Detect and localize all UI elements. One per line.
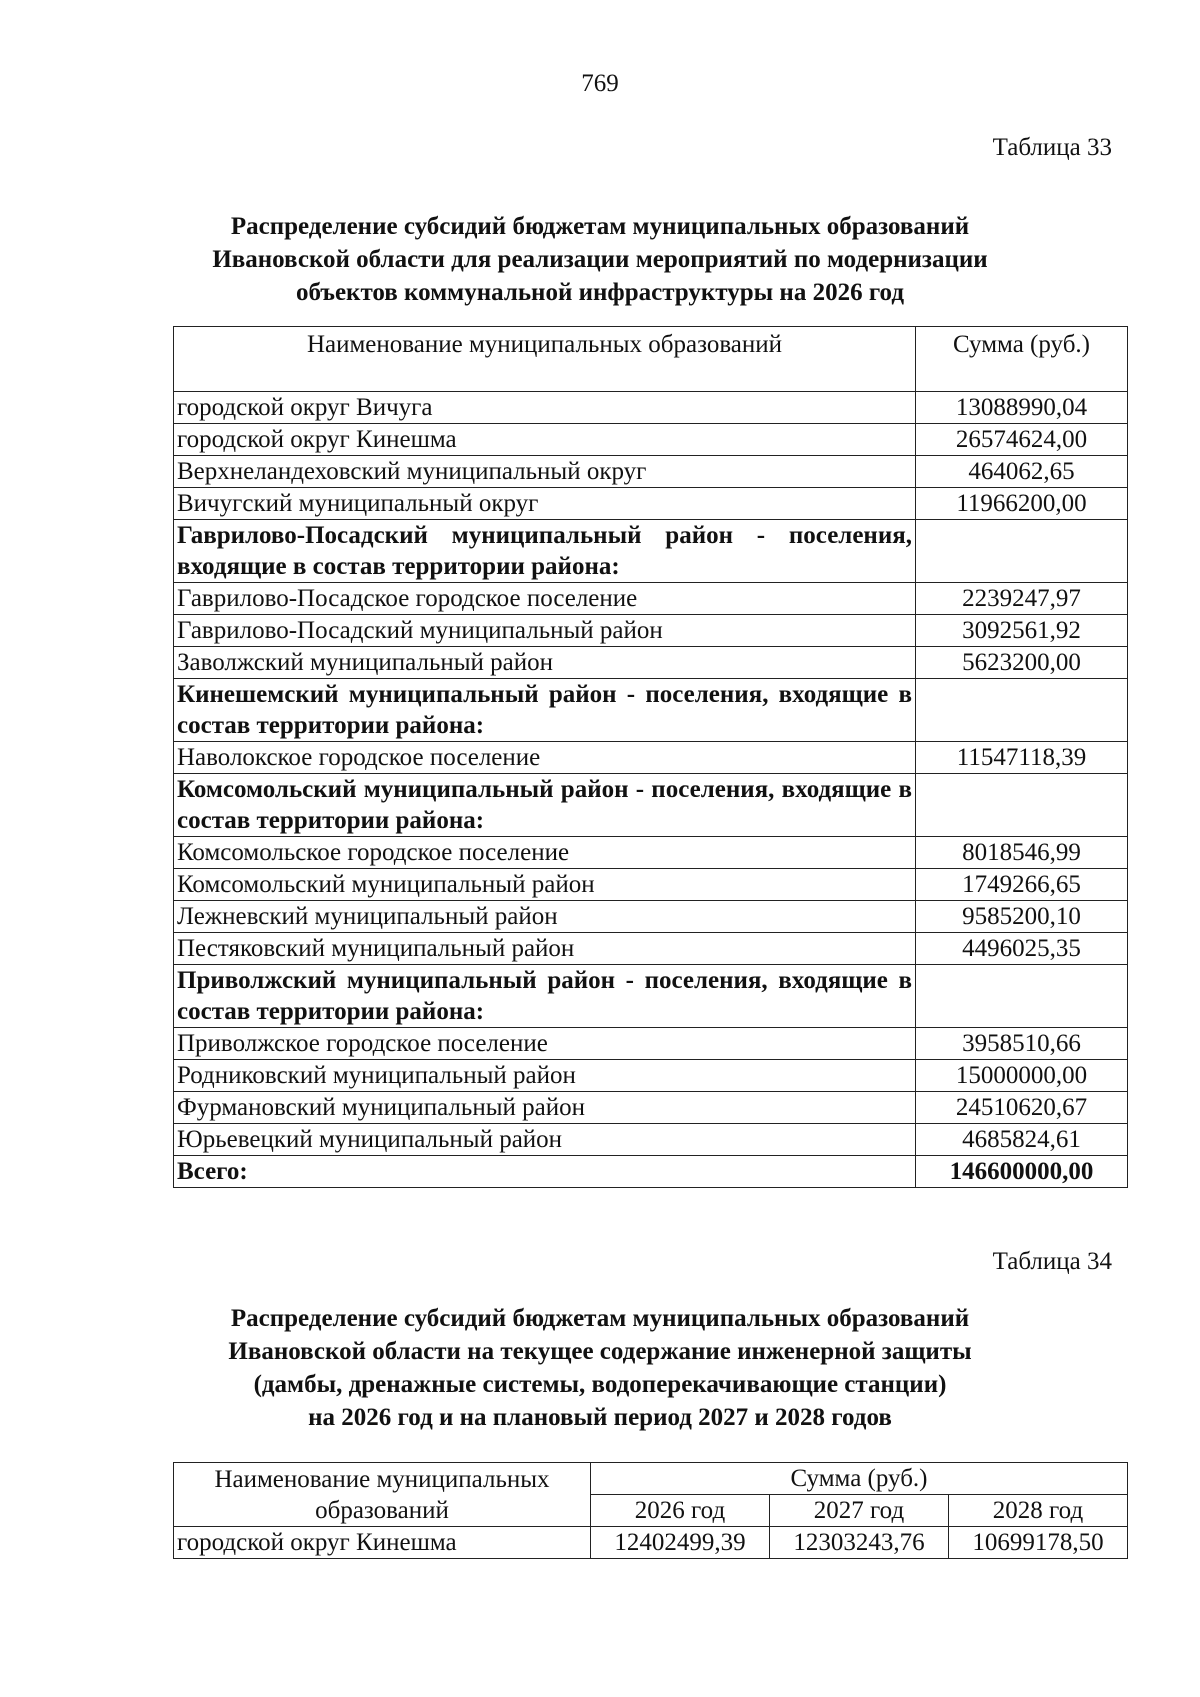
table-row (174, 615, 1128, 647)
subsidy-amount: 4496025,35 (916, 933, 1128, 965)
municipality-name: Гаврилово-Посадское городское поселение (174, 583, 916, 615)
municipality-name: городской округ Кинешма (174, 424, 916, 456)
table-body (174, 1527, 1128, 1559)
subsidy-amount: 4685824,61 (916, 1124, 1128, 1156)
subsidy-amount: 2239247,97 (916, 583, 1128, 615)
table-row (174, 933, 1128, 965)
table-row (174, 520, 1128, 583)
table-row (174, 1527, 1128, 1559)
table-row (174, 679, 1128, 742)
page-number: 769 (581, 70, 619, 97)
subsidy-amount: 11966200,00 (916, 488, 1128, 520)
column-header-year: 2027 год (770, 1495, 949, 1527)
subsidy-amount (916, 774, 1128, 837)
subsidy-amount: 24510620,67 (916, 1092, 1128, 1124)
table-row (174, 1092, 1128, 1124)
subsidy-amount: 3958510,66 (916, 1028, 1128, 1060)
municipality-name: Юрьевецкий муниципальный район (174, 1124, 916, 1156)
table-row (174, 1060, 1128, 1092)
title-line: Ивановской области на текущее содержание инженерной защиты (228, 1338, 972, 1365)
municipality-name: Гаврилово-Посадский муниципальный район - поселения, входящие в состав территории района: (174, 520, 916, 583)
municipality-name: Заволжский муниципальный район (174, 647, 916, 679)
subsidy-amount: 8018546,99 (916, 837, 1128, 869)
title-line: Распределение субсидий бюджетам муниципальных образований (230, 213, 970, 240)
subsidy-amount (916, 520, 1128, 583)
subsidy-amount: 26574624,00 (916, 424, 1128, 456)
municipality-name: городской округ Вичуга (174, 392, 916, 424)
subsidy-table-34 (173, 1462, 1128, 1559)
municipality-name: Вичугский муниципальный округ (174, 488, 916, 520)
table-row (174, 583, 1128, 615)
subsidy-amount: 12303243,76 (770, 1527, 949, 1559)
table-row (174, 1124, 1128, 1156)
table-row (174, 456, 1128, 488)
municipality-name: Приволжское городское поселение (174, 1028, 916, 1060)
subsidy-amount (916, 679, 1128, 742)
table-row (174, 392, 1128, 424)
column-header-name: Наименование муниципальных образований (174, 327, 916, 392)
municipality-name: Пестяковский муниципальный район (174, 933, 916, 965)
table-34-title (150, 1302, 1050, 1434)
municipality-name: Кинешемский муниципальный район - поселения, входящие в состав территории района: (174, 679, 916, 742)
table-header-row (174, 327, 1128, 392)
total-row (174, 1156, 1128, 1188)
municipality-name: Комсомольский муниципальный район - поселения, входящие в состав территории района: (174, 774, 916, 837)
total-amount: 146600000,00 (916, 1156, 1128, 1188)
municipality-name: Фурмановский муниципальный район (174, 1092, 916, 1124)
table-row (174, 488, 1128, 520)
municipality-name: Родниковский муниципальный район (174, 1060, 916, 1092)
subsidy-amount: 12402499,39 (591, 1527, 770, 1559)
table-body (174, 392, 1128, 1188)
title-line: на 2026 год и на плановый период 2027 и 2028 годов (308, 1404, 892, 1431)
column-header-year: 2028 год (949, 1495, 1128, 1527)
table-row (174, 1028, 1128, 1060)
subsidy-amount (916, 965, 1128, 1028)
title-line: объектов коммунальной инфраструктуры на 2026 год (296, 279, 904, 306)
municipality-name: Наволокское городское поселение (174, 742, 916, 774)
subsidy-amount: 11547118,39 (916, 742, 1128, 774)
table-row (174, 774, 1128, 837)
subsidy-amount: 3092561,92 (916, 615, 1128, 647)
column-header-name: Наименование муниципальных образований (174, 1463, 591, 1527)
title-line: (дамбы, дренажные системы, водоперекачивающие станции) (253, 1371, 947, 1398)
column-header-year: 2026 год (591, 1495, 770, 1527)
table-row (174, 869, 1128, 901)
table-row (174, 965, 1128, 1028)
title-line: Распределение субсидий бюджетам муниципальных образований (230, 1305, 970, 1332)
municipality-name: Комсомольское городское поселение (174, 837, 916, 869)
column-header-sum: Сумма (руб.) (916, 327, 1128, 392)
table-34-label: Таблица 34 (992, 1248, 1112, 1275)
table-33-label: Таблица 33 (992, 134, 1112, 161)
table-header-row (174, 1463, 1128, 1495)
total-label: Всего: (174, 1156, 916, 1188)
municipality-name: Комсомольский муниципальный район (174, 869, 916, 901)
subsidy-amount: 464062,65 (916, 456, 1128, 488)
column-header-sum: Сумма (руб.) (591, 1463, 1128, 1495)
table-row (174, 837, 1128, 869)
subsidy-amount: 1749266,65 (916, 869, 1128, 901)
subsidy-amount: 5623200,00 (916, 647, 1128, 679)
table-row (174, 424, 1128, 456)
table-row (174, 901, 1128, 933)
subsidy-amount: 10699178,50 (949, 1527, 1128, 1559)
municipality-name: Лежневский муниципальный район (174, 901, 916, 933)
table-row (174, 647, 1128, 679)
municipality-name: Гаврилово-Посадский муниципальный район (174, 615, 916, 647)
subsidy-amount: 13088990,04 (916, 392, 1128, 424)
municipality-name: городской округ Кинешма (174, 1527, 591, 1559)
subsidy-amount: 9585200,10 (916, 901, 1128, 933)
table-row (174, 742, 1128, 774)
subsidy-amount: 15000000,00 (916, 1060, 1128, 1092)
municipality-name: Приволжский муниципальный район - поселения, входящие в состав территории района: (174, 965, 916, 1028)
table-33-title (150, 210, 1050, 309)
title-line: Ивановской области для реализации мероприятий по модернизации (212, 246, 988, 273)
municipality-name: Верхнеландеховский муниципальный округ (174, 456, 916, 488)
subsidy-table-33 (173, 326, 1128, 1188)
